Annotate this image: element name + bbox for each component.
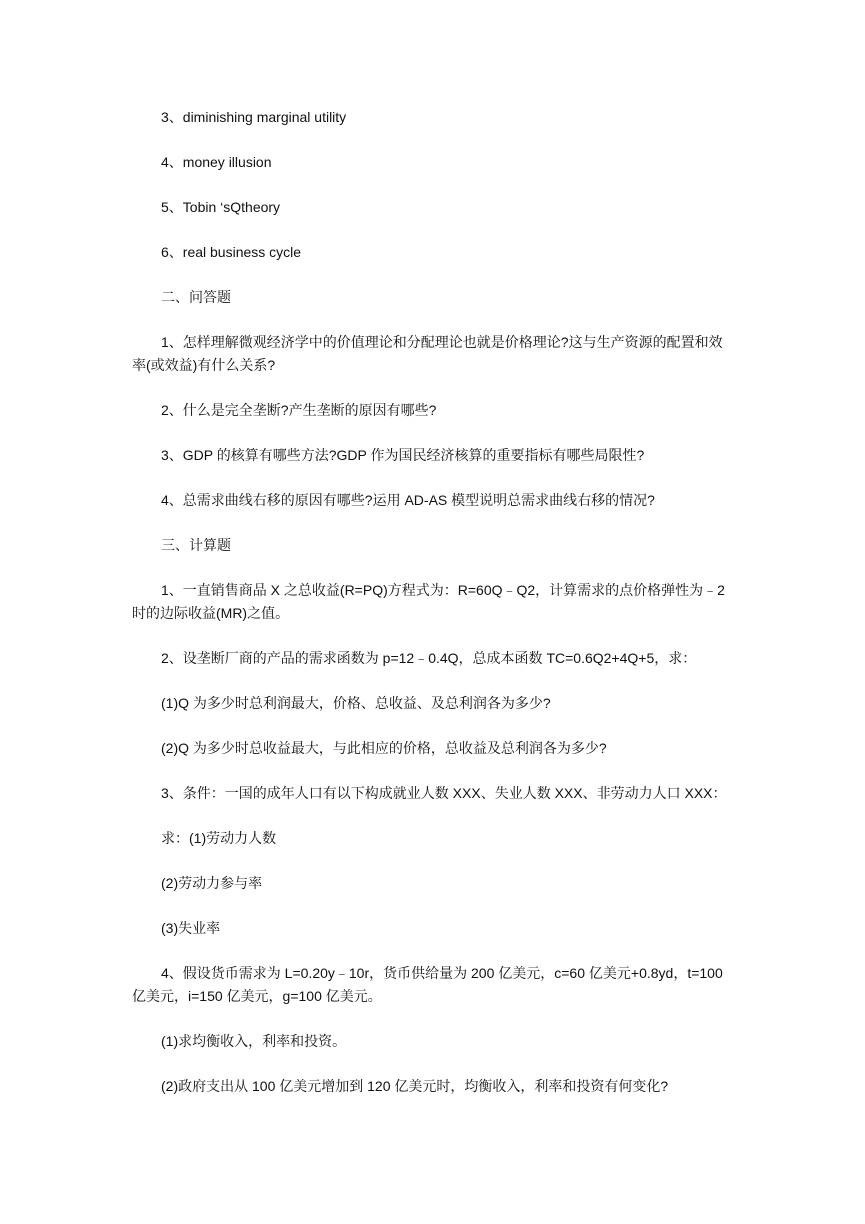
sub-question: (1)Q 为多少时总利润最大，价格、总收益、及总利润各为多少? (161, 695, 551, 711)
term-item: 3、diminishing marginal utility (161, 109, 347, 125)
question-item: 2、什么是完全垄断?产生垄断的原因有哪些? (161, 402, 437, 418)
term-item: 4、money illusion (161, 154, 272, 170)
sub-question: (2)劳动力参与率 (161, 875, 263, 891)
calculation-item: 4、假设货币需求为 L=0.20y﹣10r，货币供给量为 200 亿美元，c=60 亿美元+0.8yd，t=100 亿美元，i=150 亿美元，g=100 亿美元。 (132, 965, 723, 1004)
sub-question: (3)失业率 (161, 920, 221, 936)
calculation-item: 3、条件：一国的成年人口有以下构成就业人数 XXX、失业人数 XXX、非劳动力人口 XXX： (161, 785, 727, 801)
sub-question: 求：(1)劳动力人数 (161, 830, 277, 846)
question-item: 1、怎样理解微观经济学中的价值理论和分配理论也就是价格理论?这与生产资源的配置和效率(或效益)有什么关系? (132, 334, 723, 373)
question-item: 4、总需求曲线右移的原因有哪些?运用 AD-AS 模型说明总需求曲线右移的情况? (161, 492, 655, 508)
question-item: 3、GDP 的核算有哪些方法?GDP 作为国民经济核算的重要指标有哪些局限性? (161, 447, 645, 463)
document-body (132, 106, 734, 1098)
term-item: 5、Tobin ‘sQtheory (161, 199, 281, 215)
calculation-item: 2、设垄断厂商的产品的需求函数为 p=12﹣0.4Q，总成本函数 TC=0.6Q2+4Q+5，求： (161, 650, 697, 666)
section-heading: 二、问答题 (161, 289, 231, 305)
sub-question: (2)政府支出从 100 亿美元增加到 120 亿美元时，均衡收入，利率和投资有何变化? (161, 1078, 669, 1094)
calculation-item: 1、一直销售商品 X 之总收益(R=PQ)方程式为：R=60Q﹣Q2，计算需求的点价格弹性为﹣2 时的边际收益(MR)之值。 (132, 582, 725, 621)
term-item: 6、real business cycle (161, 244, 302, 260)
section-heading: 三、计算题 (161, 537, 231, 553)
sub-question: (1)求均衡收入，利率和投资。 (161, 1033, 347, 1049)
sub-question: (2)Q 为多少时总收益最大，与此相应的价格，总收益及总利润各为多少? (161, 740, 607, 756)
